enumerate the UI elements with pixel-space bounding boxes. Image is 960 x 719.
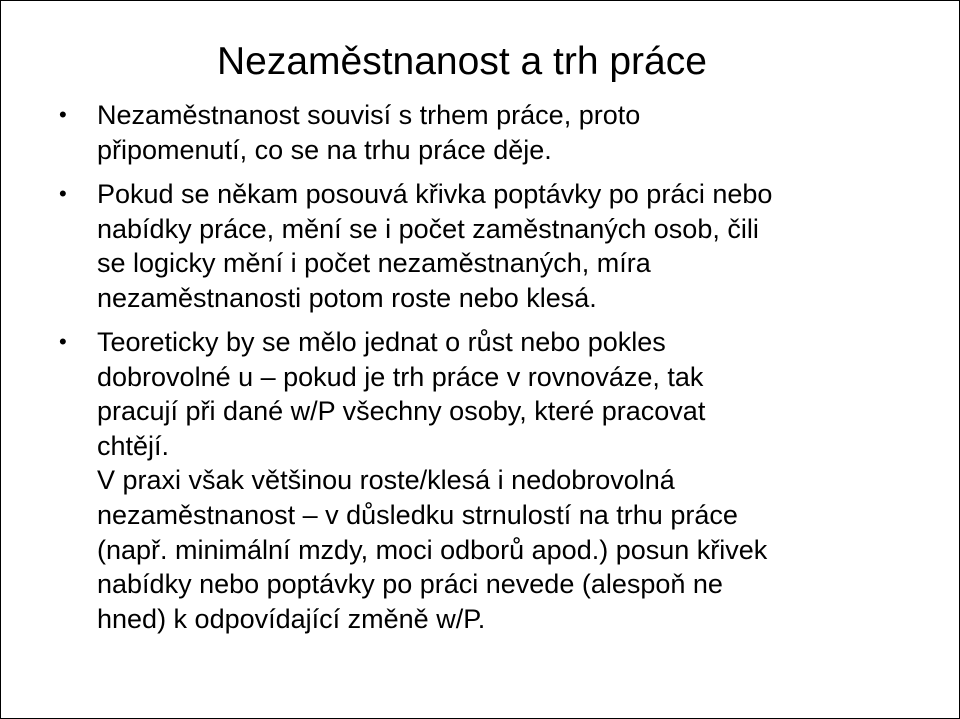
bullet-text-line: se logicky mění i počet nezaměstnaných, míra: [97, 248, 651, 279]
bullet-icon: •: [59, 102, 67, 127]
bullet-text-line: nabídky práce, mění se i počet zaměstnaných osob, čili: [97, 213, 759, 244]
slide-title: Nezaměstnanost a trh práce: [217, 40, 707, 83]
bullet-item: [59, 325, 897, 636]
bullet-text-line: V praxi však většinou roste/klesá i nedobrovolná: [97, 465, 675, 496]
bullet-text-line: dobrovolné u – pokud je trh práce v rovnováze, tak: [97, 361, 704, 392]
bullet-text-line: nezaměstnanosti potom roste nebo klesá.: [97, 282, 597, 313]
bullet-text-line: Teoreticky by se mělo jednat o růst nebo pokles: [97, 327, 666, 357]
bullet-item: [59, 98, 897, 167]
bullet-text-line: chtějí.: [97, 430, 170, 461]
bullet-item: [59, 177, 897, 315]
bullet-text-line: připomenutí, co se na trhu práce děje.: [97, 134, 552, 165]
bullet-text-line: hned) k odpovídající změně w/P.: [97, 603, 486, 634]
bullet-text-line: (např. minimální mzdy, moci odborů apod.) posun křivek: [97, 534, 768, 565]
bullet-text-line: nezaměstnanost – v důsledku strnulostí na trhu práce: [97, 499, 738, 530]
bullet-text-line: Nezaměstnanost souvisí s trhem práce, proto: [97, 100, 641, 130]
bullet-icon: •: [59, 329, 67, 354]
bullet-icon: •: [59, 181, 67, 206]
bullet-text-line: Pokud se někam posouvá křivka poptávky po práci nebo: [97, 179, 773, 209]
bullet-text-line: pracují při dané w/P všechny osoby, které pracovat: [97, 396, 706, 427]
bullet-text-line: nabídky nebo poptávky po práci nevede (alespoň ne: [97, 569, 723, 600]
